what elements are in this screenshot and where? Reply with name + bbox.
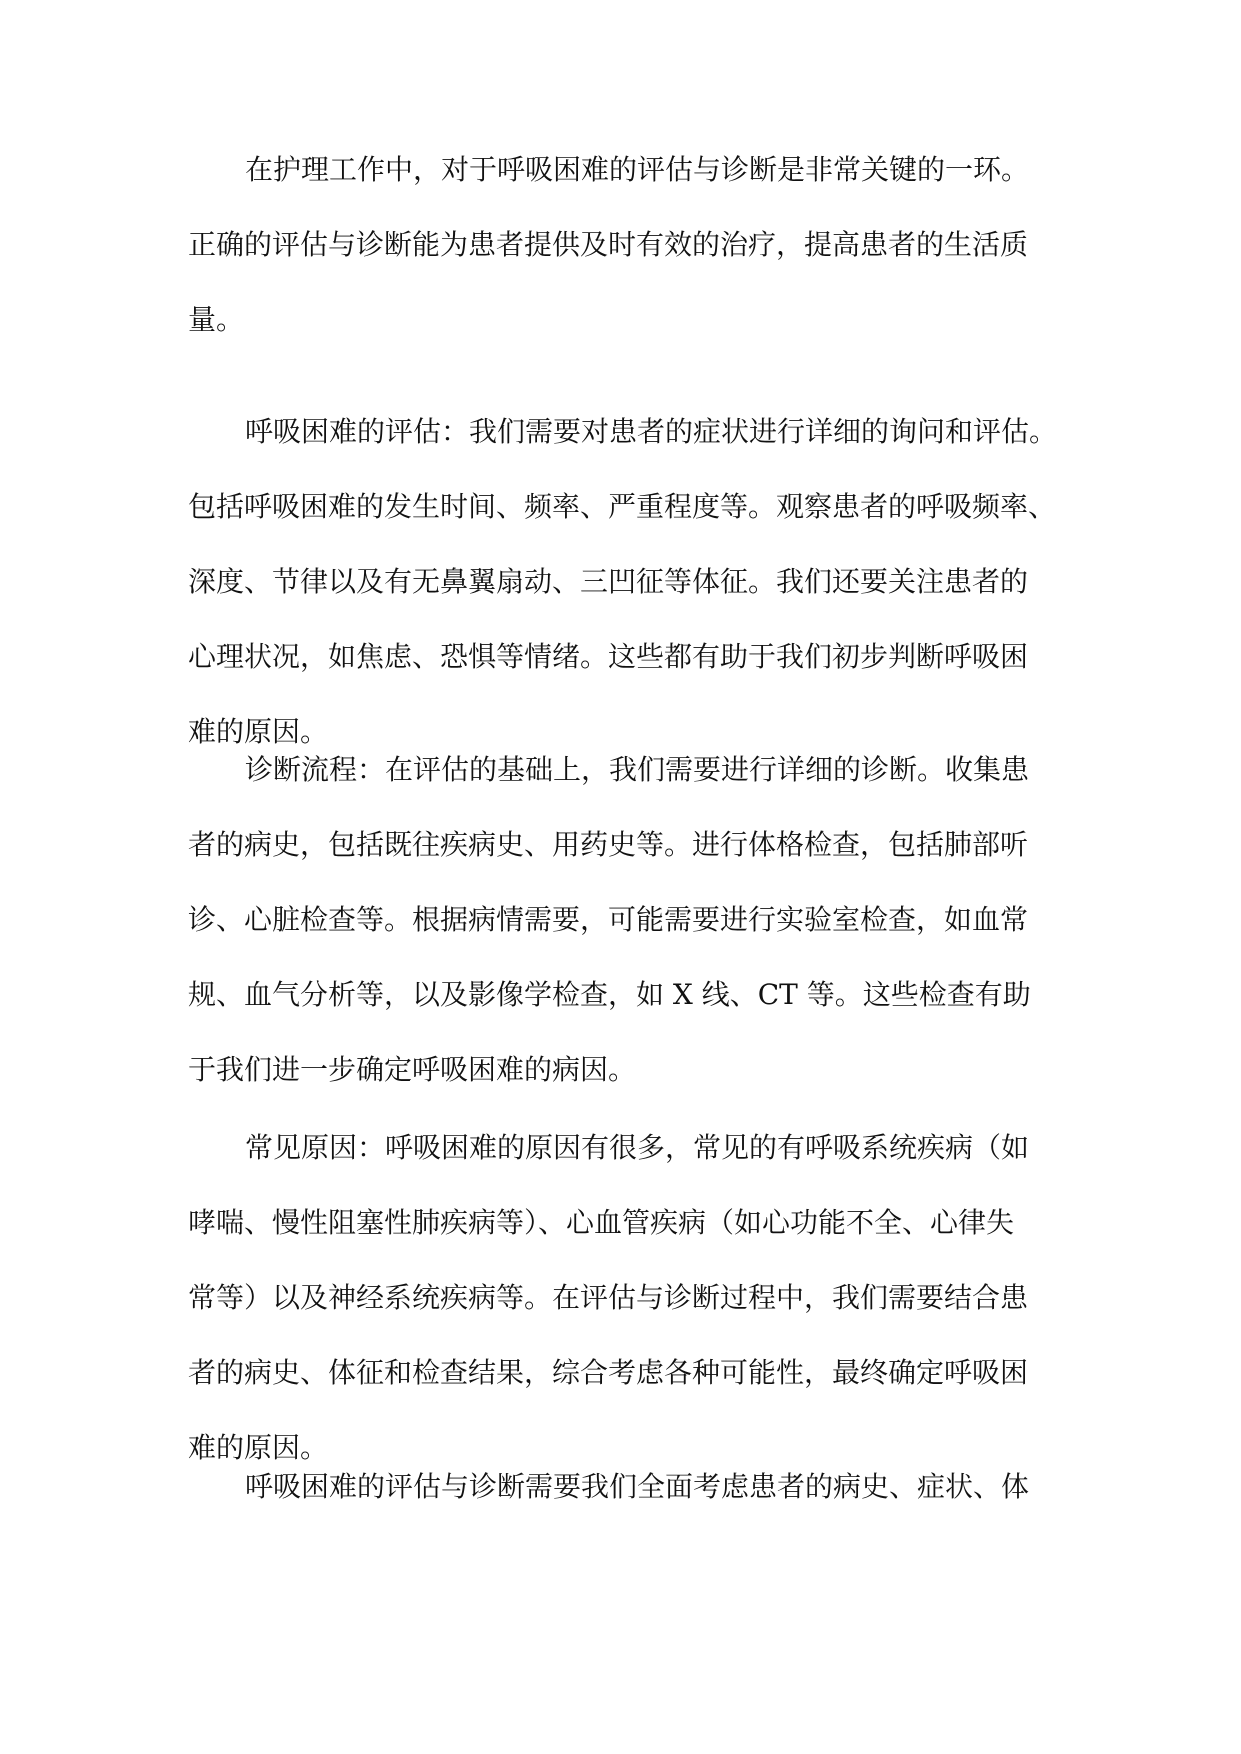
text-line: 诊断流程：在评估的基础上，我们需要进行详细的诊断。收集患 (245, 753, 1030, 786)
text-line: 常等）以及神经系统疾病等。在评估与诊断过程中，我们需要结合患 (188, 1281, 1029, 1314)
text-line: 诊、心脏检查等。根据病情需要，可能需要进行实验室检查，如血常 (188, 903, 1029, 936)
text-line: 常见原因：呼吸困难的原因有很多，常见的有呼吸系统疾病（如 (245, 1131, 1030, 1164)
text-line: 规、血气分析等，以及影像学检查，如 X 线、CT 等。这些检查有助 (188, 978, 1031, 1011)
text-line: 者的病史、体征和检查结果，综合考虑各种可能性，最终确定呼吸困 (188, 1356, 1029, 1389)
paragraph-diagnosis-process (188, 732, 1031, 1107)
text-line: 于我们进一步确定呼吸困难的病因。 (188, 1053, 637, 1086)
text-line: 深度、节律以及有无鼻翼扇动、三凹征等体征。我们还要关注患者的 (188, 565, 1029, 598)
text-line: 正确的评估与诊断能为患者提供及时有效的治疗，提高患者的生活质 (188, 228, 1029, 261)
text-line: 包括呼吸困难的发生时间、频率、严重程度等。观察患者的呼吸频率、 (188, 490, 1057, 523)
text-line: 哮喘、慢性阻塞性肺疾病等）、心血管疾病（如心功能不全、心律失 (188, 1206, 1015, 1239)
paragraph-intro (188, 132, 1029, 357)
paragraph-assessment (188, 394, 1057, 769)
text-line: 者的病史，包括既往疾病史、用药史等。进行体格检查，包括肺部听 (188, 828, 1029, 861)
text-line: 呼吸困难的评估：我们需要对患者的症状进行详细的询问和评估。 (245, 415, 1058, 448)
text-line: 呼吸困难的评估与诊断需要我们全面考虑患者的病史、症状、体 (245, 1470, 1030, 1503)
text-line: 在护理工作中，对于呼吸困难的评估与诊断是非常关键的一环。 (245, 153, 1030, 186)
paragraph-summary (188, 1449, 1029, 1524)
text-line: 量。 (188, 303, 245, 336)
paragraph-common-causes (188, 1110, 1029, 1485)
text-line: 难的原因。 (188, 715, 329, 748)
text-line: 心理状况，如焦虑、恐惧等情绪。这些都有助于我们初步判断呼吸困 (188, 640, 1029, 673)
text-line: 难的原因。 (188, 1431, 329, 1464)
